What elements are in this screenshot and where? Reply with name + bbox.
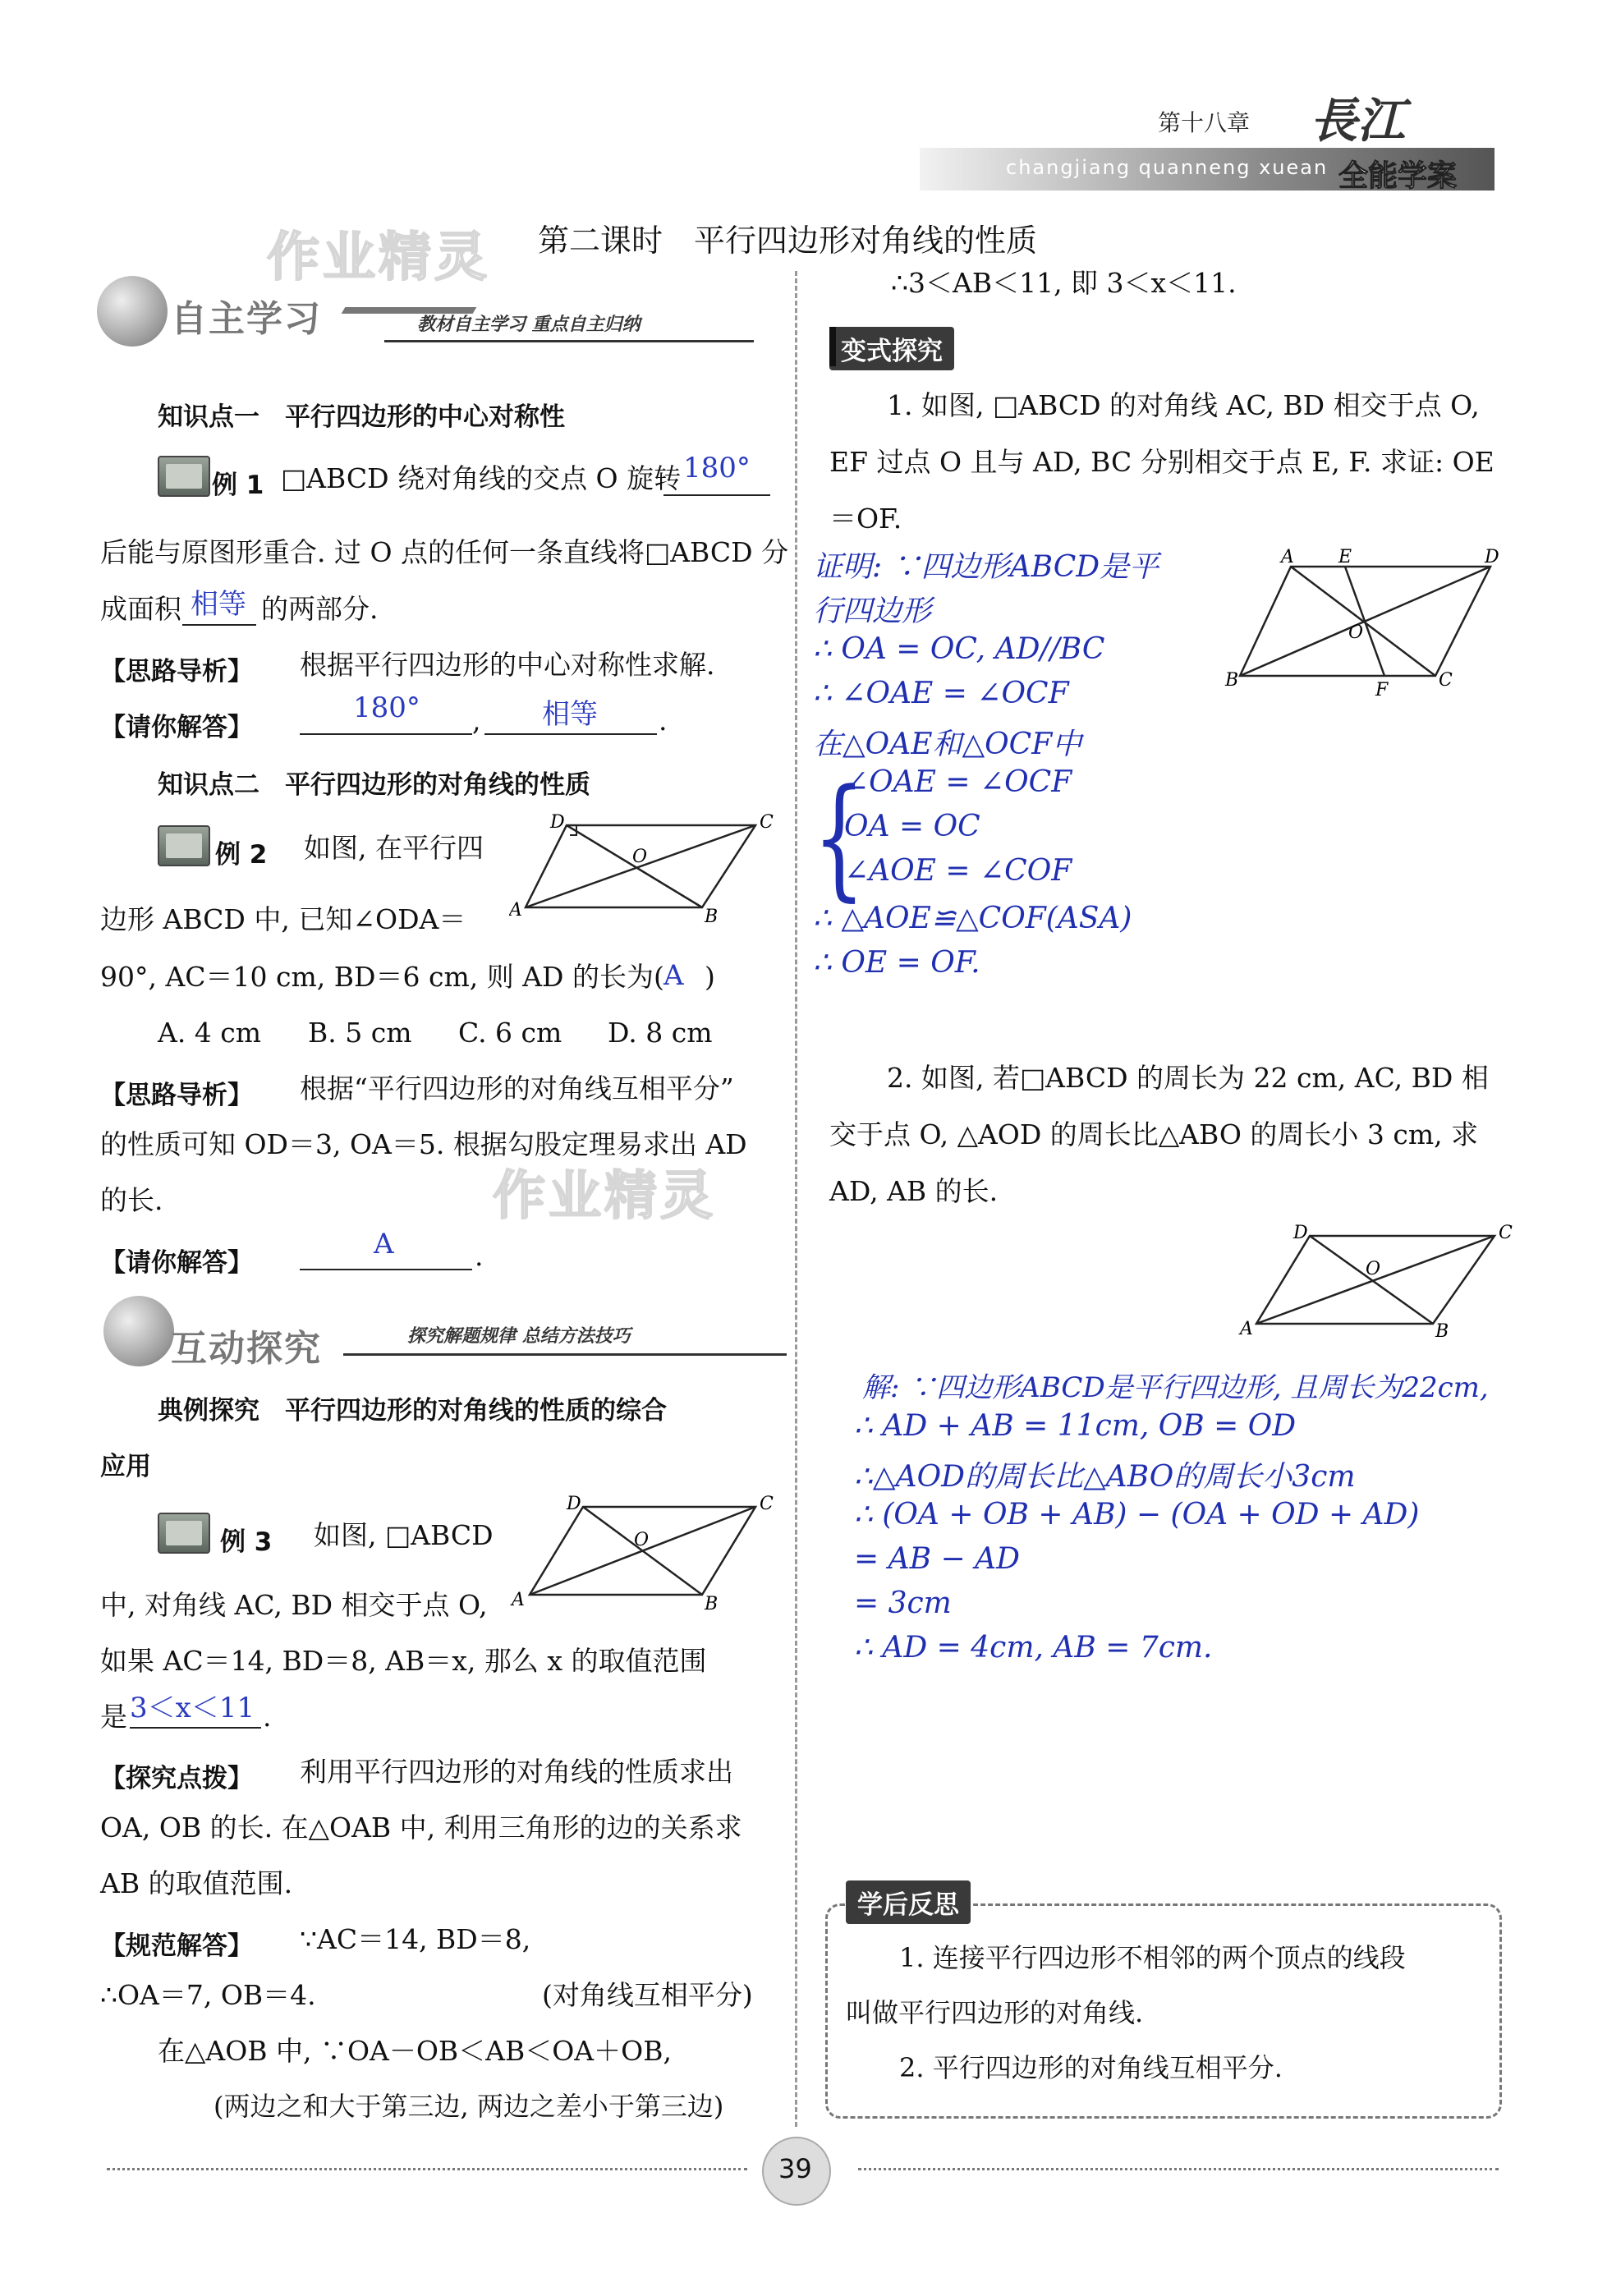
typical-title-line2: 应用 bbox=[100, 1452, 151, 1481]
ex3-tip1: 利用平行四边形的对角线的性质求出 bbox=[300, 1756, 733, 1788]
ex1-answer2: 相等 bbox=[542, 698, 598, 731]
label-O: O bbox=[1366, 1259, 1381, 1279]
label-D: D bbox=[567, 1495, 581, 1514]
q2-solution-line: = 3cm bbox=[854, 1587, 952, 1620]
q1-proof-line: 证明: ∵四边形ABCD是平 bbox=[813, 550, 1159, 584]
label-D: D bbox=[1485, 547, 1499, 567]
column-divider bbox=[795, 271, 797, 2127]
label-O: O bbox=[1348, 622, 1364, 643]
ex1-line3b: 的两部分. bbox=[261, 593, 379, 625]
brand-logo-bottom: 全能学案 bbox=[1338, 159, 1458, 193]
ex2-answer: A bbox=[374, 1228, 394, 1261]
figure-parallelogram-q1 bbox=[1224, 546, 1507, 710]
section-subtitle: 教材自主学习 重点自主归纳 bbox=[417, 315, 641, 335]
comma: , bbox=[472, 705, 481, 737]
ex3-line1: 如图, □ABCD bbox=[314, 1519, 494, 1551]
reflection-line1: 1. 连接平行四边形不相邻的两个顶点的线段 bbox=[899, 1942, 1406, 1973]
q1-proof-line: ∴ ∠OAE = ∠OCF bbox=[813, 677, 1069, 710]
blank-line bbox=[484, 733, 657, 735]
section-subtitle: 探究解题规律 总结方法技巧 bbox=[407, 1326, 631, 1347]
header-chapter: 第十八章 bbox=[1158, 109, 1251, 136]
label-E: E bbox=[1338, 547, 1352, 567]
q1-line1: 1. 如图, □ABCD 的对角线 AC, BD 相交于点 O, bbox=[887, 389, 1480, 421]
variant-tag: 变式探究 bbox=[829, 327, 954, 370]
section-banner-self-study bbox=[97, 271, 754, 353]
watermark: 作业精灵 bbox=[267, 227, 490, 288]
banner-underline bbox=[384, 340, 754, 342]
period: . bbox=[475, 1240, 484, 1272]
kp2-title: 知识点二 平行四边形的对角线的性质 bbox=[158, 770, 590, 800]
blackboard-icon bbox=[158, 1513, 210, 1554]
lesson-title: 第二课时 平行四边形对角线的性质 bbox=[538, 223, 1038, 259]
ex2-hint-label: 【思路导析】 bbox=[100, 1081, 253, 1110]
ex1-line1: □ABCD 绕对角线的交点 O 旋转 bbox=[281, 462, 682, 494]
section-title: 自主学习 bbox=[171, 298, 322, 340]
q2-line2: 交于点 O, △AOD 的周长比△ABO 的周长小 3 cm, 求 bbox=[829, 1118, 1479, 1150]
ex2-hint1: 根据“平行四边形的对角线互相平分” bbox=[300, 1072, 734, 1104]
ex1-fill2: 相等 bbox=[191, 588, 246, 621]
label-A: A bbox=[1240, 1319, 1253, 1339]
kp1-title: 知识点一 平行四边形的中心对称性 bbox=[158, 402, 565, 432]
ex3-fill: 3＜x＜11 bbox=[130, 1692, 255, 1724]
q1-proof-line: 在△OAE和△OCF中 bbox=[813, 728, 1082, 761]
label-B: B bbox=[705, 1594, 719, 1614]
q2-solution-line: 解: ∵四边形ABCD是平行四边形, 且周长为22cm, bbox=[862, 1371, 1489, 1404]
banner-underline bbox=[343, 1353, 787, 1356]
section-banner-interactive bbox=[97, 1289, 754, 1371]
label-C: C bbox=[760, 813, 774, 833]
reflection-line3: 2. 平行四边形的对角线互相平分. bbox=[899, 2052, 1283, 2083]
reflection-tag: 学后反思 bbox=[846, 1880, 971, 1924]
ex2-line3b: ) bbox=[705, 961, 715, 993]
label-C: C bbox=[760, 1495, 774, 1514]
ex2-line1: 如图, 在平行四 bbox=[304, 832, 484, 864]
globe-icon bbox=[103, 1296, 174, 1366]
q1-proof-line: ∴ △AOE≌△COF(ASA) bbox=[813, 902, 1132, 935]
label-D: D bbox=[1293, 1224, 1308, 1243]
blank-line bbox=[663, 494, 770, 496]
q1-proof-line: OA = OC bbox=[844, 810, 980, 843]
ex2-answer-label: 【请你解答】 bbox=[100, 1248, 253, 1278]
ex3-line4b: . bbox=[263, 1701, 272, 1733]
ex2-option-b: B. 5 cm bbox=[308, 1017, 412, 1049]
reflection-line2: 叫做平行四边形的对角线. bbox=[846, 1997, 1144, 2028]
q1-proof-line: ∠AOE = ∠COF bbox=[844, 854, 1072, 888]
ex1-fill1: 180° bbox=[683, 452, 751, 484]
q2-solution-line: = AB − AD bbox=[854, 1542, 1020, 1576]
ex3-line3: 如果 AC＝14, BD＝8, AB＝x, 那么 x 的取值范围 bbox=[100, 1645, 707, 1677]
q2-line1: 2. 如图, 若□ABCD 的周长为 22 cm, AC, BD 相 bbox=[887, 1062, 1489, 1094]
q1-proof-line: ∠OAE = ∠OCF bbox=[844, 765, 1072, 799]
ex3-tip3: AB 的取值范围. bbox=[100, 1867, 293, 1899]
figure-parallelogram-ex3 bbox=[509, 1495, 780, 1618]
q1-line2: EF 过点 O 且与 AD, BC 分别相交于点 E, F. 求证: OE bbox=[829, 446, 1495, 478]
ex1-hint-label: 【思路导析】 bbox=[100, 657, 253, 687]
footer-rule-right bbox=[858, 2168, 1499, 2170]
blackboard-icon bbox=[158, 456, 210, 497]
label-B: B bbox=[705, 907, 719, 927]
blank-line bbox=[300, 733, 472, 735]
ex1-label: 例 1 bbox=[212, 471, 264, 500]
figure-parallelogram-ex2 bbox=[509, 813, 780, 928]
q1-proof-line: ∴ OA = OC, AD//BC bbox=[813, 632, 1105, 666]
ex3-tip2: OA, OB 的长. 在△OAB 中, 利用三角形的边的关系求 bbox=[100, 1812, 742, 1844]
q1-proof-line: 行四边形 bbox=[813, 595, 932, 628]
figure-parallelogram-q2 bbox=[1236, 1224, 1515, 1347]
label-B: B bbox=[1225, 670, 1239, 691]
ex1-answer-label: 【请你解答】 bbox=[100, 713, 253, 742]
label-C: C bbox=[1499, 1224, 1513, 1243]
ex2-choice-fill: A bbox=[663, 959, 684, 992]
q2-solution-line: ∴ AD + AB = 11cm, OB = OD bbox=[854, 1409, 1297, 1443]
q2-solution-line: ∴ AD = 4cm, AB = 7cm. bbox=[854, 1631, 1213, 1665]
ex3-sol3: 在△AOB 中, ∵OA－OB＜AB＜OA＋OB, bbox=[158, 2035, 672, 2067]
label-F: F bbox=[1375, 680, 1389, 700]
ex3-label: 例 3 bbox=[220, 1527, 273, 1557]
label-D: D bbox=[550, 813, 565, 833]
watermark: 作业精灵 bbox=[493, 1166, 716, 1227]
tag-dot bbox=[829, 327, 836, 366]
ex2-option-c: C. 6 cm bbox=[458, 1017, 562, 1049]
ex2-line2: 边形 ABCD 中, 已知∠ODA＝ bbox=[100, 903, 466, 935]
ex1-line3a: 成面积 bbox=[100, 593, 181, 625]
q1-line3: ＝OF. bbox=[829, 503, 902, 535]
ex2-line3a: 90°, AC＝10 cm, BD＝6 cm, 则 AD 的长为( bbox=[100, 961, 664, 993]
ex2-option-d: D. 8 cm bbox=[608, 1017, 713, 1049]
brand-logo-top: 長江 bbox=[1310, 93, 1406, 149]
label-C: C bbox=[1439, 670, 1453, 691]
ex3-line2: 中, 对角线 AC, BD 相交于点 O, bbox=[100, 1589, 488, 1621]
blank-line bbox=[182, 624, 256, 626]
q2-solution-line: ∴ (OA + OB + AB) − (OA + OD + AD) bbox=[854, 1498, 1420, 1531]
ex3-sol2-note: (对角线互相平分) bbox=[542, 1979, 753, 2011]
typical-title-line1: 典例探究 平行四边形的对角线的性质的综合 bbox=[158, 1396, 667, 1426]
ex3-tip-label: 【探究点拨】 bbox=[100, 1764, 253, 1793]
header-pinyin: changjiang quanneng xuean bbox=[1006, 156, 1329, 179]
blackboard-icon bbox=[158, 825, 210, 866]
blank-line bbox=[300, 1269, 472, 1270]
label-B: B bbox=[1435, 1321, 1449, 1342]
ex3-sol1: ∵AC＝14, BD＝8, bbox=[300, 1923, 531, 1955]
ex1-answer1: 180° bbox=[353, 691, 420, 724]
label-O: O bbox=[632, 847, 648, 867]
globe-icon bbox=[97, 276, 168, 347]
brace-icon: { bbox=[813, 760, 865, 915]
ex3-sol2: ∴OA＝7, OB＝4. bbox=[100, 1979, 316, 2011]
q1-proof-line: ∴ OE = OF. bbox=[813, 946, 980, 980]
page-number: 39 bbox=[778, 2153, 812, 2184]
label-A: A bbox=[509, 900, 522, 921]
ex3-line4a: 是 bbox=[100, 1701, 127, 1733]
ex3-sol4: (两边之和大于第三边, 两边之差小于第三边) bbox=[214, 2091, 724, 2122]
label-A: A bbox=[1281, 547, 1294, 567]
label-O: O bbox=[634, 1530, 650, 1550]
blank-line bbox=[130, 1727, 261, 1729]
ex3-solution-label: 【规范解答】 bbox=[100, 1931, 253, 1961]
ex2-hint2: 的性质可知 OD＝3, OA＝5. 根据勾股定理易求出 AD bbox=[100, 1128, 747, 1160]
label-A: A bbox=[512, 1590, 525, 1610]
section-title: 互动探究 bbox=[171, 1328, 322, 1370]
ex2-label: 例 2 bbox=[215, 840, 268, 870]
ex3-continuation: ∴3＜AB＜11, 即 3＜x＜11. bbox=[891, 267, 1237, 299]
q2-line3: AD, AB 的长. bbox=[829, 1175, 999, 1207]
ex2-hint3: 的长. bbox=[100, 1184, 163, 1216]
footer-rule-left bbox=[107, 2168, 747, 2170]
ex1-line2: 后能与原图形重合. 过 O 点的任何一条直线将□ABCD 分 bbox=[100, 536, 789, 568]
ex1-hint: 根据平行四边形的中心对称性求解. bbox=[300, 649, 715, 681]
q2-solution-line: ∴△AOD的周长比△ABO的周长小3cm bbox=[854, 1460, 1356, 1494]
ex2-option-a: A. 4 cm bbox=[158, 1017, 262, 1049]
period: . bbox=[659, 705, 668, 737]
